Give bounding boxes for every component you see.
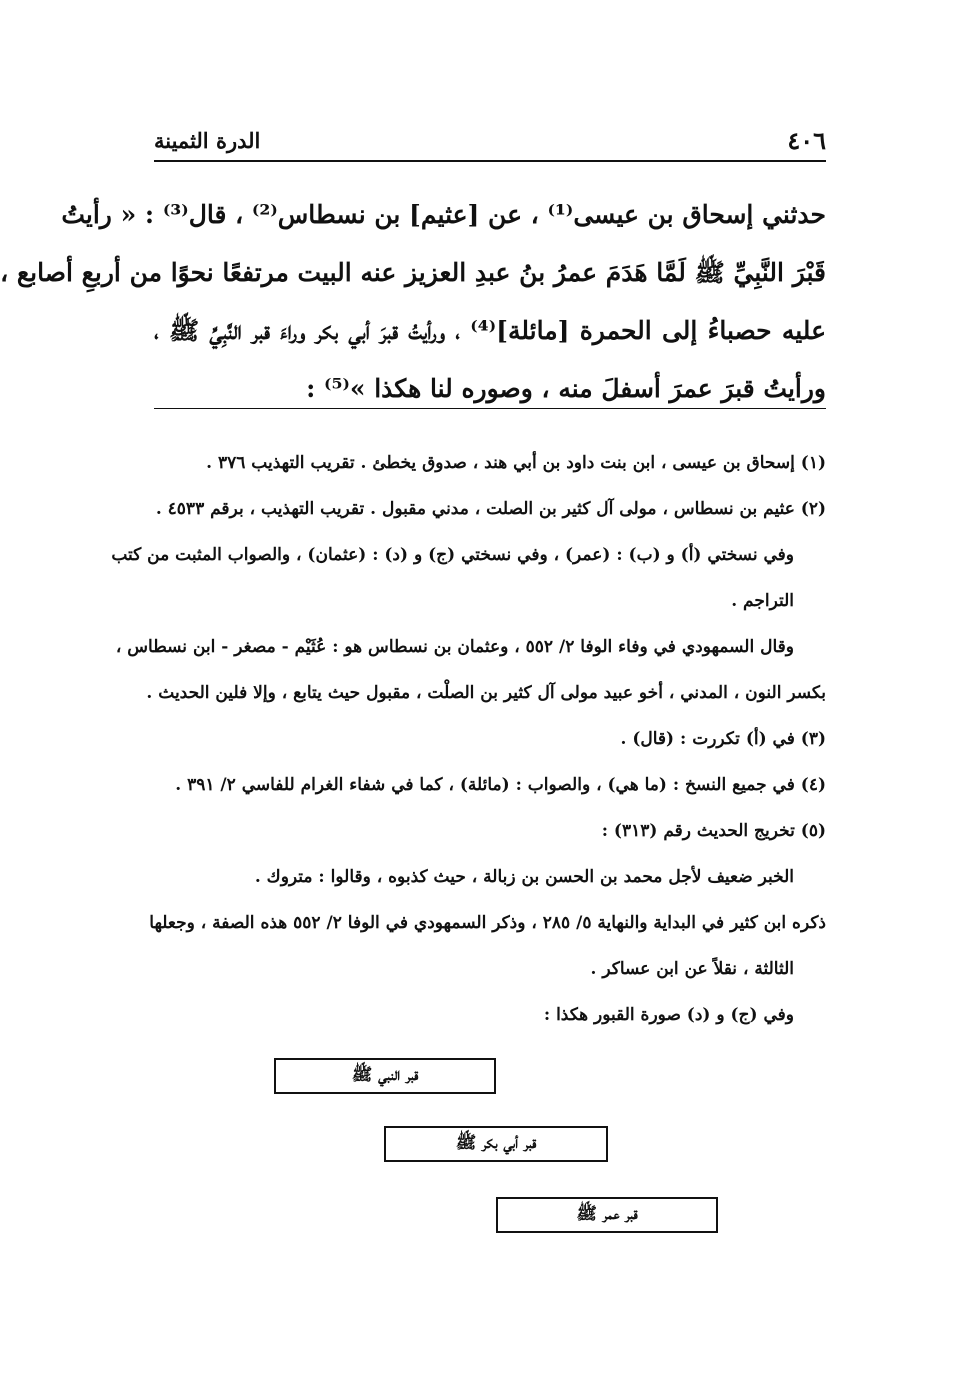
footnote-2-note-a: وفي نسختي (أ) و (ب) : (عمر) ، وفي نسختي (ج) و (د) : (عثمان) ، والصواب المثبت من كتب xyxy=(111,545,794,565)
page-number: ٤٠٦ xyxy=(787,126,826,155)
footnote-2-note-b: وقال السمهودي في وفاء الوفا ٢/ ٥٥٢ ، وعثمان بن نسطاس هو : عُثَيْم - مصغر - ابن نسطاس ، xyxy=(115,637,794,657)
grave-label: قبر أبي بكر ﷺ xyxy=(455,1132,537,1153)
footnote-2-note-b-cont: بكسر النون ، المدني ، أخو عبيد مولى آل كثير بن الصلْت ، مقبول حيث يتابع ، وإلا فلين الحديث . xyxy=(146,683,826,703)
grave-label: قبر النبي ﷺ xyxy=(351,1064,419,1085)
running-title: الدرة الثمينة xyxy=(154,128,261,153)
footnote-5-note-b: ذكره ابن كثير في البداية والنهاية ٥/ ٢٨٥ ، وذكر السمهودي في الوفا ٢/ ٥٥٢ هذه الصفة ، وجعلها xyxy=(149,913,826,933)
main-text-line: عليه حصباءُ إلى الحمرة [مائلة]⁽⁴⁾ ، ورأيتُ قبرَ أبي بكر وراءَ قبر النَّبِيِّ ﷺ ، xyxy=(154,316,827,345)
footnote-1: (١) إسحاق بن عيسى ، ابن بنت داود بن أبي هند ، صدوق يخطئ . تقريب التهذيب ٣٧٦ . xyxy=(206,453,826,473)
footnote-2-note-a-cont: التراجم . xyxy=(731,591,794,611)
footnote-4: (٤) في جميع النسخ : (ما هي) ، والصواب : (مائلة) ، كما في شفاء الغرام للفاسي ٢/ ٣٩١ . xyxy=(175,775,826,795)
header-rule xyxy=(154,160,826,162)
main-text xyxy=(0,186,827,418)
footnote-2: (٢) عثيم بن نسطاس ، مولى آل كثير بن الصلت ، مدني مقبول . تقريب التهذيب ، برقم ٤٥٣٣ . xyxy=(155,499,826,519)
grave-box-abu-bakr xyxy=(384,1126,608,1162)
footnote-5-note-c: وفي (ج) و (د) صورة القبور هكذا : xyxy=(543,1005,794,1025)
footnote-3: (٣) في (أ) تكررت : (قال) . xyxy=(620,729,826,749)
footnote-5-note-a: الخبر ضعيف لأجل محمد بن الحسن بن زبالة ، حيث كذبوه ، وقالوا : متروك . xyxy=(254,867,794,887)
page-header xyxy=(154,126,826,160)
footnotes xyxy=(111,440,826,1038)
main-text-line: قَبْرَ النَّبِيِّ ﷺ لَمَّا هَدَمَ عمرُ بنُ عبدِ العزيز عنه البيت مرتفعًا نحوًا من أربعِ أصابع ، xyxy=(0,258,826,287)
grave-box-prophet xyxy=(274,1058,496,1094)
grave-box-umar xyxy=(496,1197,718,1233)
main-text-line: حدثني إسحاق بن عيسى⁽¹⁾ ، عن [عثيم] بن نسطاس⁽²⁾ ، قال⁽³⁾ : « رأيتُ xyxy=(61,200,826,229)
footnote-rule xyxy=(154,408,826,409)
footnote-5-note-b-cont: الثالثة ، نقلاً عن ابن عساكر . xyxy=(590,959,794,979)
grave-label: قبر عمر ﷺ xyxy=(576,1203,638,1224)
main-text-line: ورأيتُ قبرَ عمرَ أسفلَ منه ، وصوره لنا هكذا »⁽⁵⁾ : xyxy=(306,374,826,403)
footnote-5: (٥) تخريج الحديث رقم (٣١٣) : xyxy=(601,821,826,841)
